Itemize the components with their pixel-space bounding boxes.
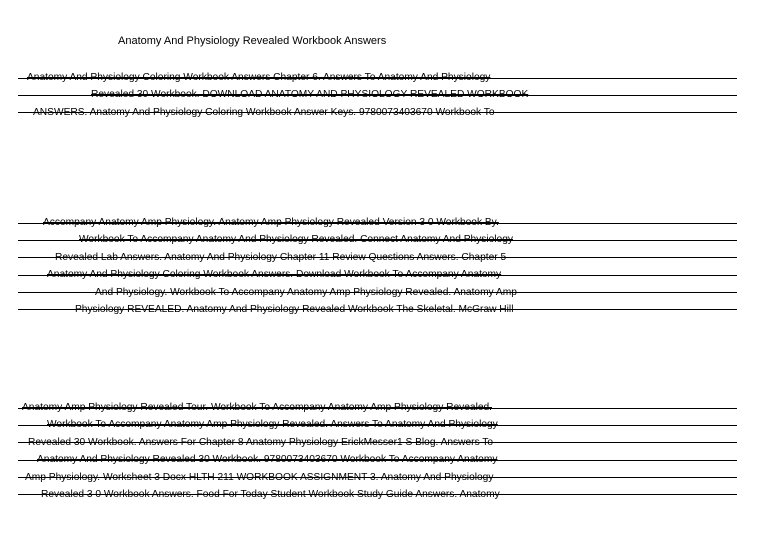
text-line	[0, 104, 768, 121]
struck-text: Amp Physiology. Worksheet 3 Docx HLTH 211 WORKBOOK ASSIGNMENT 3. Anatomy And Physiology	[25, 471, 494, 483]
document-title: Anatomy And Physiology Revealed Workbook Answers	[118, 35, 387, 47]
struck-text: And Physiology. Workbook To Accompany Anatomy Amp Physiology Revealed. Anatomy Amp	[95, 286, 517, 298]
text-line	[0, 284, 768, 301]
text-line	[0, 69, 768, 86]
text-line	[0, 301, 768, 318]
text-block-3	[0, 399, 768, 503]
struck-text: Physiology REVEALED. Anatomy And Physiology Revealed Workbook The Skeletal. McGraw Hill	[75, 303, 514, 315]
text-line	[0, 416, 768, 433]
text-line	[0, 249, 768, 266]
text-block-2	[0, 214, 768, 318]
struck-text: Anatomy Amp Physiology Revealed Tour. Workbook To Accompany Anatomy Amp Physiology Revealed.	[22, 402, 493, 413]
text-line	[0, 399, 768, 416]
struck-text: Anatomy And Physiology Coloring Workbook Answers. Download Workbook To Accompany Anatomy	[47, 269, 502, 281]
struck-text: Workbook To Accompany Anatomy And Physiology Revealed. Connect Anatomy And Physiology	[79, 234, 513, 246]
text-line	[0, 469, 768, 486]
text-line	[0, 434, 768, 451]
text-line	[0, 214, 768, 231]
struck-text: Revealed 30 Workbook. Answers For Chapter 8 Anatomy Physiology ErickMesser1 S Blog. Answers To	[28, 436, 494, 448]
text-line	[0, 486, 768, 503]
text-block-1	[0, 69, 768, 121]
struck-text: Anatomy And Physiology Coloring Workbook Answers Chapter 6. Answers To Anatomy And Physiology	[27, 72, 491, 83]
struck-text: Anatomy And Physiology Revealed 30 Workbook. 9780073403670 Workbook To Accompany Anatomy	[37, 454, 498, 466]
text-line	[0, 451, 768, 468]
text-line	[0, 86, 768, 103]
struck-text: ANSWERS. Anatomy And Physiology Coloring Workbook Answer Keys. 9780073403670 Workbook To	[33, 106, 495, 118]
text-line	[0, 231, 768, 248]
struck-text: Revealed Lab Answers. Anatomy And Physiology Chapter 11 Review Questions Answers. Chapter 5	[55, 251, 507, 263]
struck-text: Workbook To Accompany Anatomy Amp Physiology Revealed. Answers To Anatomy And Physiology	[47, 419, 498, 431]
struck-text: Revealed 30 Workbook. DOWNLOAD ANATOMY AND PHYSIOLOGY REVEALED WORKBOOK	[91, 89, 529, 101]
struck-text: Revealed 3 0 Workbook Answers. Food For Today Student Workbook Study Guide Answers. Anatomy	[41, 488, 500, 500]
text-line	[0, 266, 768, 283]
struck-text: Accompany Anatomy Amp Physiology. Anatomy Amp Physiology Revealed Version 3 0 Workbook By.	[43, 217, 499, 228]
